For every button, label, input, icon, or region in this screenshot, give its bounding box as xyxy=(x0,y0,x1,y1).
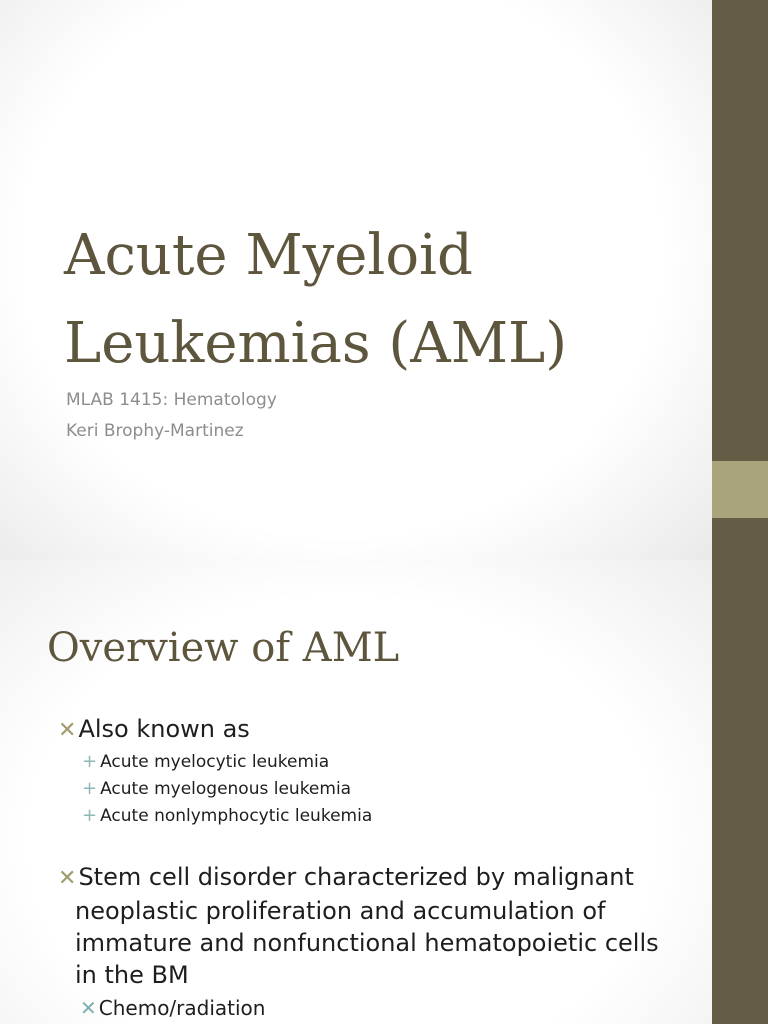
bullet-stem-cell-disorder xyxy=(58,861,688,991)
sub-item-text: Chemo/radiation xyxy=(98,996,266,1020)
overview-heading: Overview of AML xyxy=(47,625,400,671)
slide-title-heading xyxy=(64,212,684,388)
sub-item xyxy=(82,805,372,826)
x-bullet-icon: ✕ xyxy=(58,866,77,891)
title-line-1: Acute Myeloid xyxy=(64,223,473,288)
slide-overview xyxy=(0,560,712,1024)
bullet-also-known-as xyxy=(58,713,688,747)
sub-item-text: Acute myelogenous leukemia xyxy=(100,779,352,799)
title-line-2: Leukemias (AML) xyxy=(64,311,568,376)
sub-item xyxy=(82,751,329,772)
sub-item-text: Acute myelocytic leukemia xyxy=(100,752,330,772)
sub-item-text: Acute nonlymphocytic leukemia xyxy=(100,806,373,826)
bullet-text-line-2: neoplastic proliferation and accumulation of xyxy=(75,897,606,925)
sidebar-accent-block xyxy=(712,461,768,518)
plus-bullet-icon: + xyxy=(82,751,98,772)
x-bullet-icon: ✕ xyxy=(80,996,97,1020)
bullet-text-line-1: Stem cell disorder characterized by malignant xyxy=(78,863,634,891)
bullet-text-line-3: immature and nonfunctional hematopoietic cells xyxy=(75,929,659,957)
course-subtitle: MLAB 1415: Hematology xyxy=(66,390,277,410)
plus-bullet-icon: + xyxy=(82,778,98,799)
sub-item-chemo xyxy=(80,996,265,1020)
bullet-text-line-4: in the BM xyxy=(75,961,189,989)
sub-item xyxy=(82,778,351,799)
plus-bullet-icon: + xyxy=(82,805,98,826)
author-subtitle: Keri Brophy-Martinez xyxy=(66,421,244,441)
x-bullet-icon: ✕ xyxy=(58,718,77,743)
bullet-text: Also known as xyxy=(78,715,250,743)
